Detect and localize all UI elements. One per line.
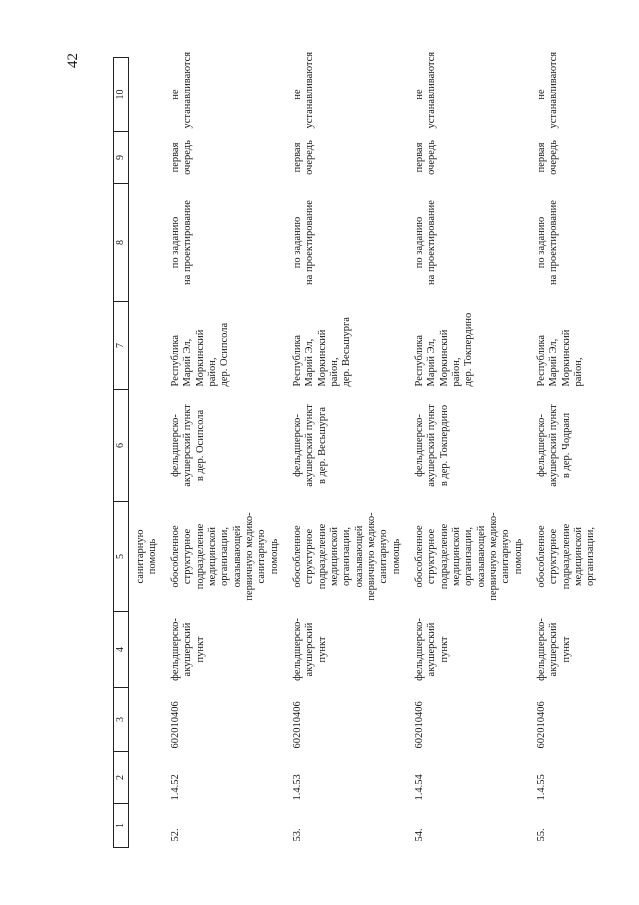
row-number-cell: 53. [291,828,303,842]
table-row [162,58,284,848]
header-cell: 10 [114,58,129,132]
protection-zone-cell: не устанавливаются [291,51,316,129]
item-code-cell: 1.4.55 [535,774,547,801]
implementation-stage-cell: первая очередь [169,140,194,175]
header-cell: 1 [114,804,129,848]
row-number-cell: 52. [169,828,181,842]
okato-code-cell: 602010406 [169,701,181,749]
placement-basis-cell: по заданию на проектирование [535,200,560,285]
continuation-row [129,58,162,848]
table-row [528,58,639,848]
facility-name-cell: фельдшерско- акушерский пункт в дер. Токпердино [413,404,450,487]
facility-description-cell: обособленное структурное подразделение медицинской организации, оказывающей первичную медико- санитарную помощь [413,512,524,601]
row-number-cell: 54. [413,828,425,842]
protection-zone-cell: не устанавливаются [169,51,194,129]
item-code-cell: 1.4.52 [169,774,181,801]
header-cell: 7 [114,302,129,390]
protection-zone-cell: не устанавливаются [413,51,438,129]
facility-location-cell: Республика Марий Эл, Моркинский район, дер. Токпердино [413,312,475,387]
header-cell: 6 [114,390,129,502]
okato-code-cell: 602010406 [413,701,425,749]
rotated-table-sheet [113,51,597,848]
header-cell: 8 [114,184,129,302]
row-number-cell: 55. [535,828,547,842]
header-cell: 3 [114,688,129,752]
item-code-cell: 1.4.53 [291,774,303,801]
okato-code-cell: 602010406 [535,701,547,749]
facility-location-cell: Республика Марий Эл, Моркинский район, дер. Весьшурга [291,317,353,387]
facility-name-cell: фельдшерско- акушерский пункт в дер. Чодраял [535,404,572,487]
table-body [129,51,639,848]
facility-description-cell: обособленное структурное подразделение медицинской организации, [535,523,597,590]
header-row [114,58,129,848]
continued-description: санитарную помощь [135,529,159,584]
table-row [406,58,528,848]
facility-description-cell: обособленное структурное подразделение медицинской организации, оказывающей первичную медико- санитарную помощь [169,512,280,601]
header-cell: 5 [114,502,129,612]
header-cell: 4 [114,612,129,688]
protection-zone-cell: не устанавливаются [535,51,560,129]
implementation-stage-cell: первая очередь [291,140,316,175]
header-cell: 2 [114,752,129,804]
facility-name-cell: фельдшерско- акушерский пункт в дер. Осипсола [169,404,206,487]
facility-location-cell: Республика Марий Эл, Моркинский район, дер. Осипсола [169,322,231,387]
implementation-stage-cell: первая очередь [535,140,560,175]
header-cell: 9 [114,132,129,184]
facility-type-cell: фельдшерско- акушерский пункт [291,618,328,681]
implementation-stage-cell: первая очередь [413,140,438,175]
table-row [284,58,406,848]
item-code-cell: 1.4.54 [413,774,425,801]
placement-basis-cell: по заданию на проектирование [169,200,194,285]
facility-type-cell: фельдшерско- акушерский пункт [413,618,450,681]
facility-location-cell: Республика Марий Эл, Моркинский район, [535,329,584,387]
placement-basis-cell: по заданию на проектирование [291,200,316,285]
placement-basis-cell: по заданию на проектирование [413,200,438,285]
facilities-table [113,51,639,848]
okato-code-cell: 602010406 [291,701,303,749]
facility-description-cell: обособленное структурное подразделение медицинской организации, оказывающей первичную медико- санитарную помощь [291,512,402,601]
facility-type-cell: фельдшерско- акушерский пункт [535,618,572,681]
facility-name-cell: фельдшерско- акушерский пункт в дер. Весьшурга [291,404,328,487]
facility-type-cell: фельдшерско- акушерский пункт [169,618,206,681]
page-number: 42 [65,53,81,68]
